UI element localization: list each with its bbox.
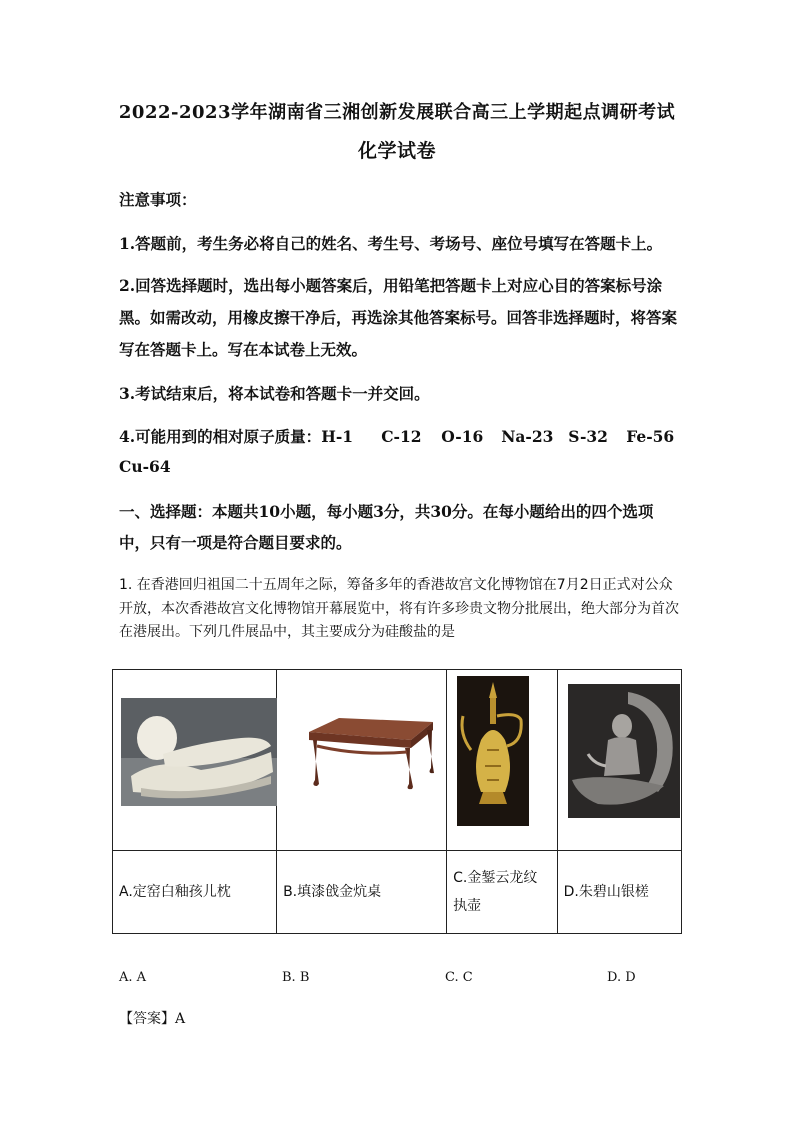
mass-na: Na-23 [501,427,554,446]
exhibit-image-cell-b [277,670,447,851]
choice-b[interactable]: B. B [282,970,310,985]
notice-heading: 注意事项： [119,190,197,209]
mass-fe: Fe-56 [626,427,675,446]
exam-subtitle: 化学试卷 [357,140,436,162]
mass-cu: Cu-64 [119,457,171,476]
notice-item-2: 2.回答选择题时，选出每小题答案后，用铅笔把答题卡上对应心目的答案标号涂黑。如需改动，用橡皮擦干净后，再选涂其他答案标号。回答非选择题时，将答案写在答题卡上。写在本试卷上无效。 [119,276,678,359]
atomic-masses [119,422,679,482]
exhibit-caption-c: C.金錾云龙纹执壶 [447,851,558,934]
lacquer-table-image [299,712,439,792]
exam-title: 2022-2023学年湖南省三湘创新发展联合高三上学期起点调研考试 [118,102,676,123]
question-1: 1. 在香港回归祖国二十五周年之际，筹备多年的香港故宫文化博物馆在7月2日正式对公众开放，本次香港故宫文化博物馆开幕展览中，将有许多珍贵文物分批展出，绝大部分为首次在港展出。下列几件展品中，其主要成分为硅酸盐的是 [119,577,679,640]
exhibit-image-cell-c [447,670,558,851]
answer-value: A [175,1011,186,1027]
exhibit-table [112,669,682,934]
choice-c[interactable]: C. C [445,970,473,985]
mass-h: H-1 [321,427,354,446]
section-heading: 一、选择题：本题共10小题，每小题3分，共30分。在每小题给出的四个选项中，只有一项是符合题目要求的。 [119,502,654,552]
mass-s: S-32 [568,427,608,446]
exhibit-caption-b: B.填漆戗金炕桌 [277,851,447,934]
answer-label: 【答案】 [119,1011,175,1027]
mass-c: C-12 [381,427,422,446]
notice-item-3: 3.考试结束后，将本试卷和答题卡一并交回。 [119,384,430,403]
atomic-masses-label: 4.可能用到的相对原子质量： [119,427,322,446]
porcelain-pillow-image [121,698,277,806]
choice-a[interactable]: A. A [119,970,147,985]
notice-item-1: 1.答题前，考生务必将自己的姓名、考生号、考场号、座位号填写在答题卡上。 [119,234,663,253]
exhibit-image-cell-d [557,670,681,851]
exhibit-caption-a: A.定窑白釉孩儿枕 [113,851,277,934]
answer-line [119,1008,185,1028]
choice-d[interactable]: D. D [607,970,636,985]
gold-ewer-image [457,676,529,826]
mass-o: O-16 [441,427,484,446]
silver-raft-image [568,684,680,818]
exhibit-image-cell-a [113,670,277,851]
exhibit-caption-d: D.朱碧山银槎 [557,851,681,934]
